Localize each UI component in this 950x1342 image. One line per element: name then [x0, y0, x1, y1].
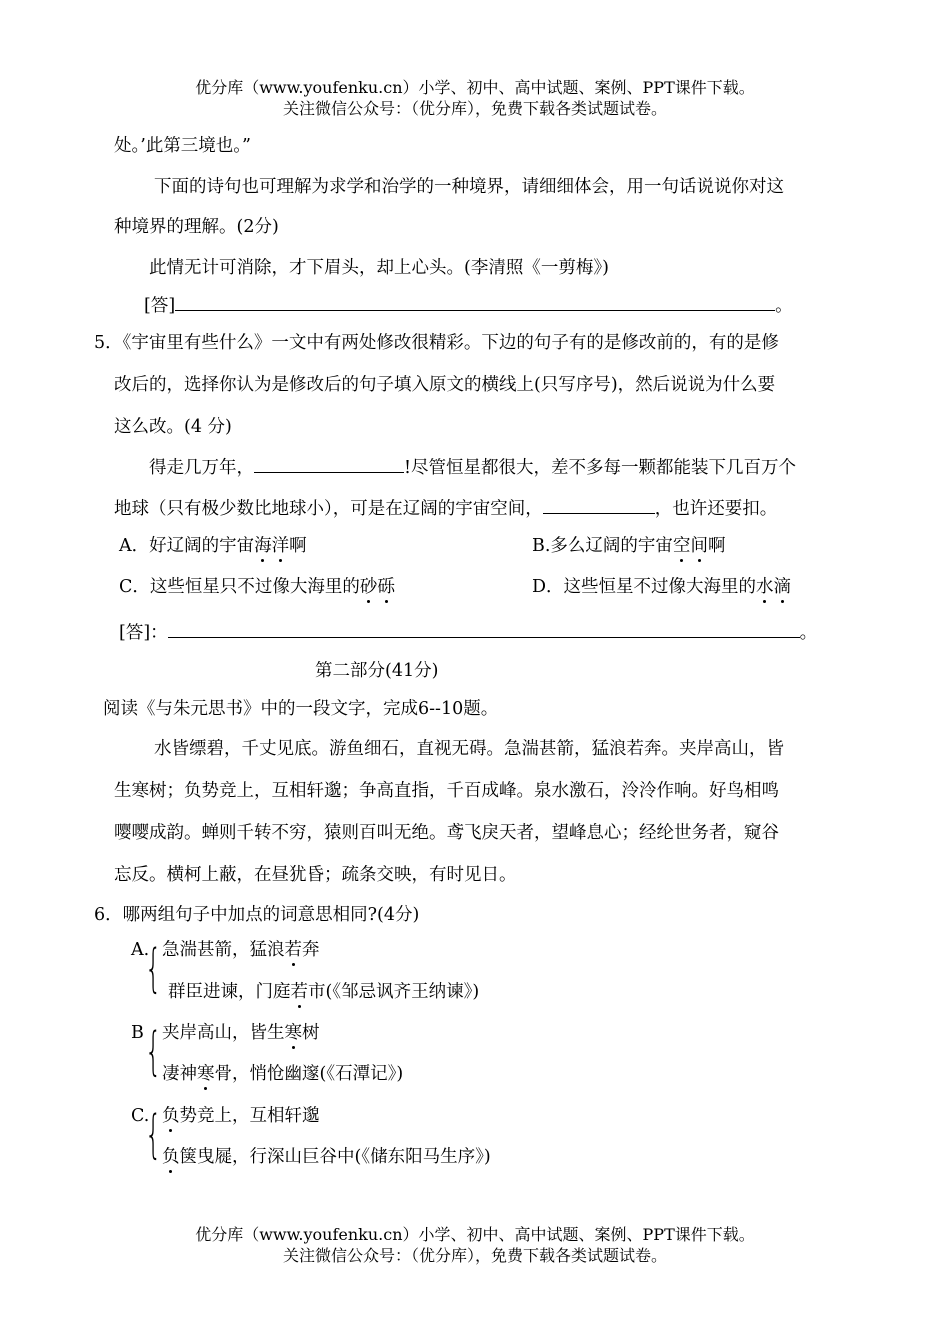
page-footer-line2: 关注微信公众号：（优分库），免费下载各类试题试卷。 — [282, 1246, 667, 1265]
passage-line2: 生寒树；负势竞上，互相轩邈；争高直指，千百成峰。泉水激石，泠泠作响。好鸟相鸣 — [114, 781, 779, 801]
q4-continuation: 处。’此第三境也。” — [114, 136, 252, 156]
passage-line4: 忘反。横柯上蔽，在昼犹昏；疏条交映，有时见日。 — [114, 865, 517, 885]
q5-answer-label: [答]： — [119, 623, 168, 643]
q5-option-c: C．这些恒星只不过像大海里的砂砾 — [119, 577, 395, 597]
q5-sentence-part: 得走几万年， — [149, 458, 254, 478]
q5-sentence-part: !尽管恒星都很大，差不多每一颗都能装下几百万个 — [404, 458, 797, 478]
part2-title: 第二部分(41分) — [315, 661, 439, 681]
q6-a-sentence2: 群臣进谏，门庭若市(《邹忌讽齐王纳谏》) — [168, 982, 480, 1002]
brace-icon: { — [145, 1105, 162, 1165]
q5-question-line2: 改后的，选择你认为是修改后的句子填入原文的横线上(只写序号)，然后说说为什么要 — [114, 375, 776, 395]
q6-b-sentence2: 凄神寒骨，悄怆幽邃(《石潭记》) — [162, 1064, 404, 1084]
part2-intro: 阅读《与朱元思书》中的一段文字，完成6--10题。 — [103, 699, 499, 719]
passage-line1: 水皆缥碧，千丈见底。游鱼细石，直视无碍。急湍甚箭，猛浪若奔。夹岸高山，皆 — [154, 739, 784, 759]
q4-prompt-line1: 下面的诗句也可理解为求学和治学的一种境界，请细细体会，用一句话说说你对这 — [154, 177, 784, 197]
q5-sentence-line1 — [149, 456, 796, 479]
q6-c-sentence1: 负势竞上，互相轩邈 — [162, 1106, 320, 1126]
q5-answer-row — [119, 621, 817, 644]
q5-option-a: A．好辽阔的宇宙海洋啊 — [119, 536, 307, 556]
q4-answer-blank[interactable] — [175, 294, 775, 311]
q5-sentence-part: 地球（只有极少数比地球小），可是在辽阔的宇宙空间， — [114, 499, 543, 519]
q5-option-d: D．这些恒星不过像大海里的水滴 — [532, 577, 792, 597]
q5-blank-1[interactable] — [254, 456, 404, 473]
q4-answer-end: 。 — [775, 296, 793, 316]
q5-sentence-part: ，也许还要扣。 — [654, 499, 778, 519]
passage-line3: 嘤嘤成韵。蝉则千转不穷，猿则百叫无绝。鸢飞戾天者，望峰息心；经纶世务者，窥谷 — [114, 823, 779, 843]
q5-question-line1: 5．《宇宙里有些什么》一文中有两处修改很精彩。下边的句子有的是修改前的，有的是修 — [94, 333, 779, 353]
q6-c-sentence2: 负箧曳屣，行深山巨谷中(《储东阳马生序》) — [162, 1147, 491, 1167]
page-header-line1: 优分库（www.youfenku.cn）小学、初中、高中试题、案例、PPT课件下载。 — [195, 78, 755, 97]
q6-a-label: A. — [131, 940, 150, 960]
q5-option-b: B.多么辽阔的宇宙空间啊 — [532, 536, 726, 556]
q6-c-label: C. — [131, 1106, 150, 1126]
q6-title: 6．哪两组句子中加点的词意思相同?(4分) — [94, 905, 420, 925]
q4-poem: 此情无计可消除，才下眉头，却上心头。(李清照《一剪梅》) — [149, 258, 609, 278]
q4-answer-row — [144, 294, 793, 317]
brace-icon: { — [145, 939, 162, 999]
q5-answer-end: 。 — [799, 623, 818, 643]
q6-b-sentence1: 夹岸高山，皆生寒树 — [162, 1023, 320, 1043]
q6-b-label: B — [131, 1023, 144, 1043]
q6-a-sentence1: 急湍甚箭，猛浪若奔 — [162, 940, 320, 960]
q4-prompt-line2: 种境界的理解。(2分) — [114, 217, 279, 237]
q5-blank-2[interactable] — [543, 497, 655, 514]
q4-answer-label: [答] — [144, 296, 176, 316]
q5-question-line3: 这么改。(4 分) — [114, 417, 232, 437]
q5-answer-blank[interactable] — [168, 621, 800, 638]
q5-sentence-line2 — [114, 497, 777, 520]
page-header-line2: 关注微信公众号：（优分库），免费下载各类试题试卷。 — [282, 99, 667, 118]
page-footer-line1: 优分库（www.youfenku.cn）小学、初中、高中试题、案例、PPT课件下载。 — [195, 1225, 755, 1244]
brace-icon: { — [145, 1022, 162, 1082]
